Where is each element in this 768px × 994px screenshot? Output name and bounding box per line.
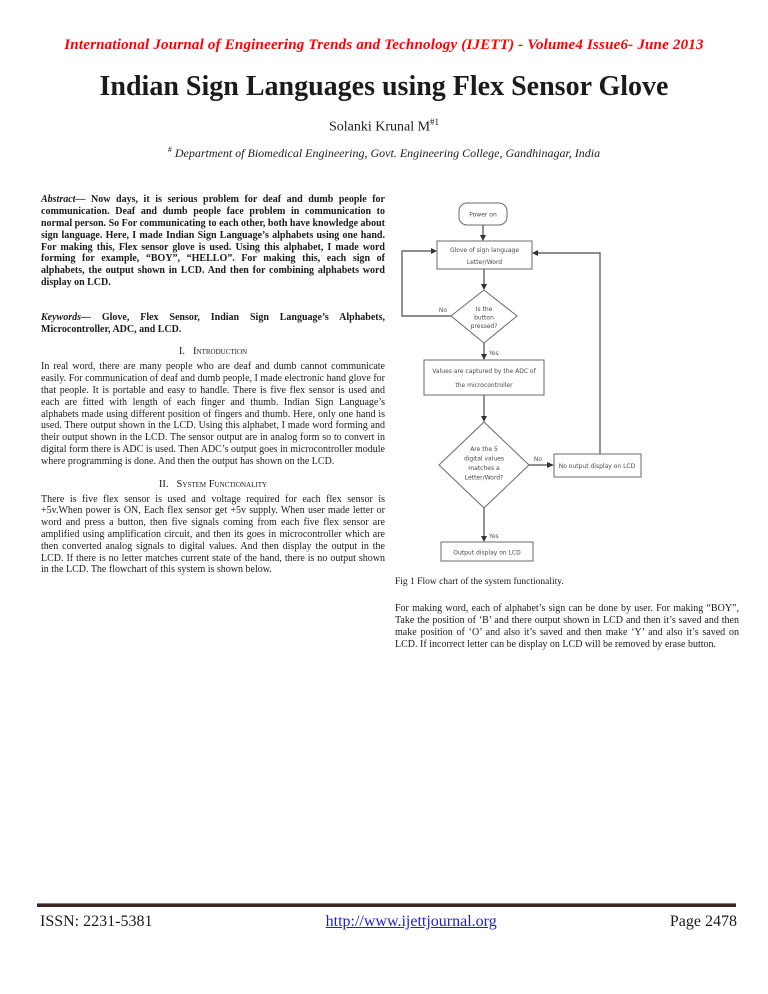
- arrow-decision2-to-output: [481, 536, 487, 542]
- arrow-no-loop-to-glove: [431, 248, 437, 254]
- keywords-paragraph: [41, 312, 385, 336]
- footer-page-number: Page 2478: [669, 913, 737, 930]
- svg-text:Letter/Word: Letter/Word: [466, 259, 503, 267]
- word-making-paragraph: For making word, each of alphabet’s sign can be done by user. For making “BOY”, Take the position of ‘B’ and there output shown in LCD and then it’s saved and then make position of ‘O’ and also it’s saved and then make ‘Y’ and also it’s saved on LCD. If incorrect letter can be display on LCD will be removed by erase button.: [395, 603, 739, 650]
- footer-rule: [37, 903, 736, 907]
- arrow-decision2-to-no-output: [547, 462, 554, 468]
- affiliation-line: [0, 145, 768, 161]
- footer-issn: ISSN: 2231-5381: [40, 913, 153, 930]
- edge-label-yes-1: Yes: [489, 350, 499, 358]
- abstract-paragraph: [41, 194, 385, 288]
- author-name: Solanki Krunal M: [328, 119, 431, 135]
- arrow-power-to-glove: [480, 235, 486, 241]
- svg-text:Letter/Word?: Letter/Word?: [464, 474, 504, 482]
- affiliation-superscript: #: [167, 145, 172, 155]
- keywords-label: Keywords—: [41, 311, 91, 323]
- edge-label-no-2: No: [533, 456, 543, 464]
- author-superscript: #1: [430, 116, 440, 127]
- section-heading-introduction: I. Introduction: [178, 346, 248, 358]
- svg-text:Power on: Power on: [469, 211, 497, 219]
- introduction-text: In real word, there are many people who are deaf and dumb cannot communicate easily. For communication of deaf and dumb people, I made electronic hand glove for that people. It is portable and easy to handle. There is five flex sensor is used and each are fitted with length of each finger and thumb. Indian Sign Language’s alphabets made using different position of fingers and thumb. Here, only one hand is used. There output shown in the LCD. Using this alphabet, I made word forming and their output shown in the LCD. The sensor output are in analog form so to convert in digital form there is ADC is used. Then ADC’s output goes in microcontroller module where programming is done. And then the output has shown on the LCD.: [41, 361, 385, 467]
- flowchart-node-adc-capture: [424, 360, 544, 395]
- abstract-label: Abstract—: [41, 194, 86, 206]
- keywords-text: Glove, Flex Sensor, Indian Sign Language’s Alphabets, Microcontroller, ADC, and LCD.: [41, 311, 385, 335]
- author-line: [0, 117, 768, 136]
- svg-text:Are the 5: Are the 5: [470, 446, 498, 454]
- paper-title: Indian Sign Languages using Flex Sensor Glove: [99, 71, 669, 102]
- arrow-adc-to-decision2: [481, 416, 487, 422]
- left-column: [41, 194, 385, 650]
- abstract-text: Now days, it is serious problem for deaf and dumb people for communication. Deaf and dumb people face problem in communication to normal person. So For communicating to each other, both have knowledge about sign language. Here, I made Indian Sign Language’s alphabets using one hand. For making this, Flex sensor glove is used. Using this alphabet, I made word forming for example, “BOY”, “HELLO”. For making this, each sign of alphabets, the output shown in LCD. And then for combining alphabets word display on LCD.: [41, 194, 385, 289]
- svg-text:digital values: digital values: [463, 455, 505, 463]
- svg-text:Values are captured by the ADC: Values are captured by the ADC of: [432, 368, 536, 376]
- arrow-no-output-return-to-glove: [532, 250, 538, 256]
- two-column-body: [41, 194, 739, 650]
- flowchart-figure: [397, 196, 739, 573]
- page-footer: [40, 913, 737, 931]
- svg-text:pressed?: pressed?: [470, 323, 498, 331]
- affiliation-text: Department of Biomedical Engineering, Govt. Engineering College, Gandhinagar, India: [174, 146, 601, 161]
- system-functionality-text: There is five flex sensor is used and voltage required for each flex sensor is +5v.When power is ON, Each flex sensor get +5v supply. When user made letter or word and press a button, then five signals coming from each five flex sensor are amplified using amplification circuit, and then its goes in microcontroller which are then converted analog signals to digital values. And then display the output in the LCD. If there is no letter matches current state of the hand, there is no output shown in the LCD. The flowchart of this system is shown below.: [41, 493, 385, 576]
- svg-text:button: button: [474, 314, 494, 322]
- footer-rule-dark-line: [37, 904, 736, 907]
- arrow-decision1-to-adc: [481, 354, 487, 360]
- svg-text:matches a: matches a: [468, 465, 500, 473]
- arrow-glove-to-decision1: [481, 284, 487, 290]
- svg-text:the microcontroller: the microcontroller: [455, 382, 513, 390]
- svg-text:Glove of sign language: Glove of sign language: [449, 247, 520, 255]
- edge-label-no-1: No: [438, 307, 448, 315]
- system-flowchart-diagram: [397, 196, 647, 568]
- figure-caption: Fig 1 Flow chart of the system functionality.: [395, 577, 564, 588]
- footer-journal-url-link[interactable]: http://www.ijettjournal.org: [325, 913, 497, 930]
- edge-label-yes-2: Yes: [489, 533, 499, 541]
- svg-text:No output display on LCD: No output display on LCD: [558, 463, 636, 471]
- right-column: [395, 194, 739, 650]
- journal-header: International Journal of Engineering Trends and Technology (IJETT) - Volume4 Issue6- June 2013: [64, 37, 704, 53]
- svg-text:Output display on LCD: Output display on LCD: [453, 549, 521, 557]
- svg-text:Is the: Is the: [475, 306, 493, 314]
- section-heading-system-functionality: II. System Functionality: [158, 478, 268, 490]
